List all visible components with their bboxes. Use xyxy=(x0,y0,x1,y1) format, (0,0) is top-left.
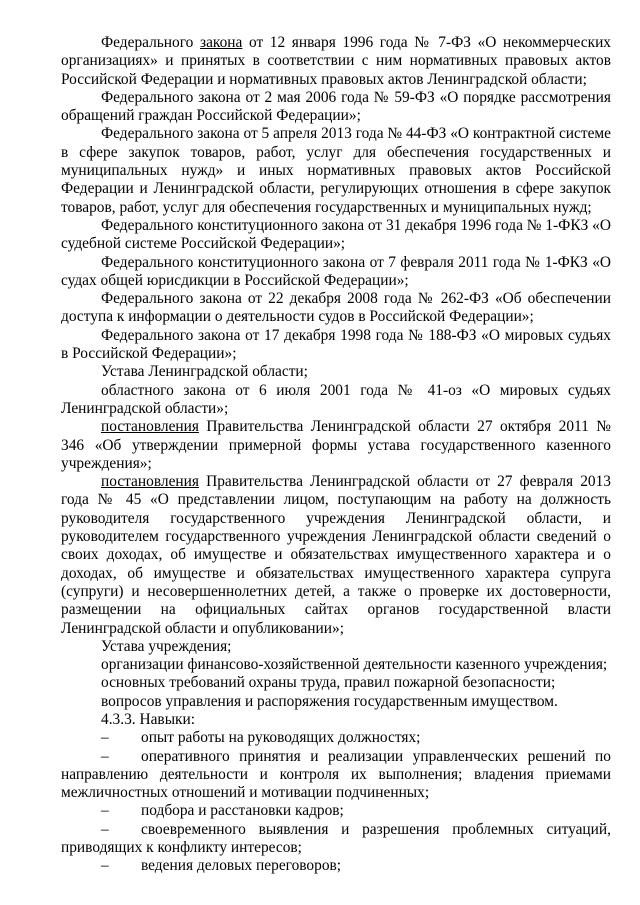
paragraph-region-charter: Устава Ленинградской области; xyxy=(101,363,308,381)
list-item: – подбора и расстановки кадров; xyxy=(101,802,344,820)
paragraph-law-1fkz-2011: Федерального конституционного закона от 7 февраля 2011 года № 1-ФКЗ «О судах общей юрисдикции в Российской Федерации»; xyxy=(61,253,611,289)
section-heading-skills: 4.3.3. Навыки: xyxy=(101,710,196,728)
dash-marker: – xyxy=(101,857,109,875)
paragraph-institution-charter: Устава учреждения; xyxy=(101,637,232,655)
paragraph-financial-organization: организации финансово-хозяйственной деятельности казенного учреждения; xyxy=(101,656,608,674)
list-item: – опыт работы на руководящих должностях; xyxy=(101,729,421,747)
resolution-link[interactable]: постановления xyxy=(101,418,199,436)
paragraph-labor-safety: основных требований охраны труда, правил пожарной безопасности; xyxy=(101,674,556,692)
law-link[interactable]: закона xyxy=(199,34,243,51)
paragraph-law-262fz: Федерального закона от 22 декабря 2008 года № 262-ФЗ «Об обеспечении доступа к информации о деятельности судов в Российской Федерации»; xyxy=(61,290,611,326)
document-body xyxy=(61,34,611,876)
paragraph-law-7fz: Федерального закона от 12 января 1996 года № 7-ФЗ «О некоммерческих организациях» и принятых в соответствии с ним нормативных правовых актов Российской Федерации и нормативных правовых актов Ленинградской области; xyxy=(61,34,611,88)
dash-marker: – xyxy=(101,802,109,820)
dash-marker: – xyxy=(101,820,109,838)
paragraph-property-management: вопросов управления и распоряжения государственным имуществом. xyxy=(101,692,558,710)
list-item: – оперативного принятия и реализации управленческих решений по направлению деятельности и контроля их выполнения; владения приемами межличностных отношений и мотивации подчиненных; xyxy=(61,747,611,802)
paragraph-resolution-45: постановления Правительства Ленинградской области от 27 февраля 2013 года № 45 «О представлении лицом, поступающим на работу на должность руководителя государственного учреждения Ленинградской области, и руководителем государственного учреждения Ленинградской области сведений о своих доходах, об имуществе и обязательствах имущественного характера и о доходах, об имуществе и обязательствах имущественного характера супруга (супруги) и несовершеннолетних детей, а также о проверке их достоверности, размещении на официальных сайтах органов государственной власти Ленинградской области и опубликовании»; xyxy=(61,473,611,637)
dash-marker: – xyxy=(101,729,109,747)
resolution-link[interactable]: постановления xyxy=(101,473,199,491)
paragraph-resolution-346: постановления Правительства Ленинградской области 27 октября 2011 № 346 «Об утверждении примерной формы устава государственного казенного учреждения»; xyxy=(61,418,611,472)
paragraph-law-41oz: областного закона от 6 июля 2001 года № 41-оз «О мировых судьях Ленинградской области»; xyxy=(61,381,611,417)
list-item: – ведения деловых переговоров; xyxy=(101,857,342,875)
paragraph-law-1fkz-1996: Федерального конституционного закона от 31 декабря 1996 года № 1-ФКЗ «О судебной системе Российской Федерации»; xyxy=(61,216,611,253)
paragraph-law-59fz: Федерального закона от 2 мая 2006 года № 59-ФЗ «О порядке рассмотрения обращений граждан Российской Федерации»; xyxy=(61,88,611,125)
list-item: – своевременного выявления и разрешения проблемных ситуаций, приводящих к конфликту интересов; xyxy=(61,820,611,857)
paragraph-law-44fz: Федерального закона от 5 апреля 2013 года № 44-ФЗ «О контрактной системе в сфере закупок товаров, работ, услуг для обеспечения государственных и муниципальных нужд» и иных нормативных правовых актов Российской Федерации и Ленинградской области, регулирующих отношения в сфере закупок товаров, работ, услуг для обеспечения государственных и муниципальных нужд; xyxy=(61,125,611,216)
dash-marker: – xyxy=(101,747,109,765)
paragraph-law-188fz: Федерального закона от 17 декабря 1998 года № 188-ФЗ «О мировых судьях в Российской Федерации»; xyxy=(61,326,611,363)
